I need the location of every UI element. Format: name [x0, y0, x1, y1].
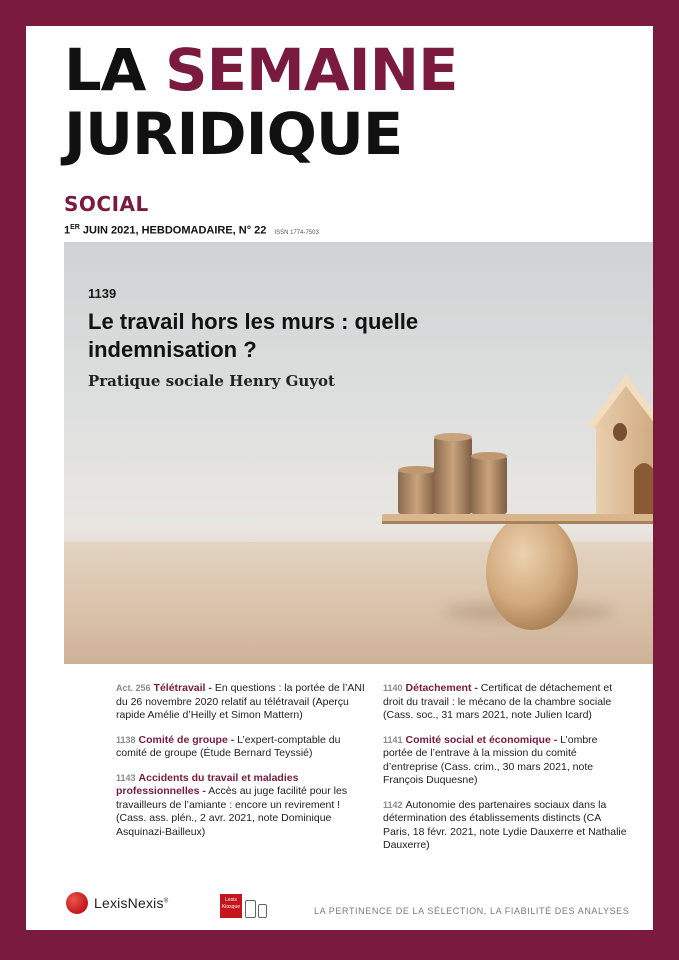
footer-tagline: LA PERTINENCE DE LA SÉLECTION, LA FIABILITÉ DES ANALYSES [314, 906, 630, 916]
kiosque-icon [220, 894, 242, 918]
toc-heading: Comité social et économique - [405, 733, 558, 746]
issue-line [64, 224, 319, 237]
coin-stack-middle [434, 433, 472, 514]
toc-text: Accès au juge facilité pour les travailleurs de l’amiante : encore un revirement ! (Cass. ass. plén., 2 avr. 2021, note Dominique Asquinazi-Bailleux) [116, 785, 348, 838]
masthead [64, 36, 458, 168]
kiosque-line-1: Lexis [225, 897, 237, 903]
coin-stack-right [471, 452, 507, 514]
toc-heading: Comité de groupe - [138, 733, 235, 746]
cover-photo [64, 242, 653, 664]
wooden-house [586, 374, 653, 514]
toc-column-right [383, 682, 628, 864]
toc-text: Certificat de détachement et droit du travail : le mécano de la chambre sociale (Cass. soc., 31 mars 2021, note Julien Icard) [383, 682, 613, 721]
toc-heading: Détachement - [405, 682, 478, 694]
wooden-egg [486, 514, 578, 630]
masthead-la: LA [64, 36, 166, 104]
toc-number: 1138 [116, 734, 136, 745]
feature-title[interactable]: Le travail hors les murs : quelle indemnisation ? [88, 309, 419, 362]
logo-wordmark: LexisNexis [94, 895, 164, 911]
toc-number: Act. 256 [116, 683, 151, 693]
toc-entry[interactable] [383, 799, 628, 853]
issue-date: JUIN 2021, HEBDOMADAIRE, N° 22 [79, 224, 267, 237]
lexisnexis-logo-icon [66, 892, 88, 914]
tablet-icon [245, 900, 256, 918]
masthead-line-1 [64, 36, 458, 105]
toc-entry[interactable] [383, 682, 628, 723]
issue-day: 1 [64, 224, 71, 237]
toc-entry[interactable] [383, 734, 628, 788]
toc-heading: Accidents du travail et maladies professionnelles - [116, 771, 299, 797]
logo-registered-mark: ® [163, 898, 169, 905]
kiosque-line-2: Kiosque [221, 904, 241, 910]
toc-text: L’ombre portée de l’entrave à la mission du comité d’entreprise (Cass. crim., 30 mars 2021, note François Duquesne) [383, 733, 598, 786]
toc-column-left [116, 682, 366, 850]
toc-entry[interactable] [116, 734, 366, 761]
masthead-semaine: SEMAINE [165, 36, 458, 104]
toc-text: L’expert-comptable du comité de groupe (Étude Bernard Teyssié) [116, 733, 341, 759]
toc-number: 1143 [116, 772, 136, 783]
feature-number: 1139 [88, 286, 117, 301]
toc-number: 1140 [383, 683, 403, 693]
edition-label: SOCIAL [64, 192, 149, 216]
lexisnexis-logo[interactable] [66, 892, 168, 914]
toc-number: 1141 [383, 734, 403, 745]
cover-page [26, 26, 653, 930]
phone-icon [258, 904, 267, 918]
issue-day-suffix: ER [70, 224, 80, 231]
toc-text: En questions : la portée de l’ANI du 26 novembre 2020 relatif au télétravail (Aperçu rapide Amélie d’Heilly et Simon Mattern) [116, 682, 365, 721]
issn: ISSN 1774-7503 [274, 229, 319, 236]
coin-stack-left [398, 466, 436, 514]
lexis-kiosque-badge[interactable] [220, 894, 267, 918]
scale-illustration [64, 242, 653, 664]
toc-heading: Télétravail - [153, 682, 212, 694]
feature-subtitle: Pratique sociale Henry Guyot [88, 372, 335, 390]
toc-entry[interactable] [116, 682, 366, 723]
toc-text: Autonomie des partenaires sociaux dans la détermination des établissements distincts (CA Paris, 18 févr. 2021, note Lydie Dauxerre et Nathalie Dauxerre) [383, 798, 627, 851]
toc-number: 1142 [383, 799, 403, 810]
masthead-juridique: JURIDIQUE [64, 100, 403, 168]
toc-entry[interactable] [116, 772, 366, 840]
lexisnexis-logo-text [94, 895, 168, 911]
